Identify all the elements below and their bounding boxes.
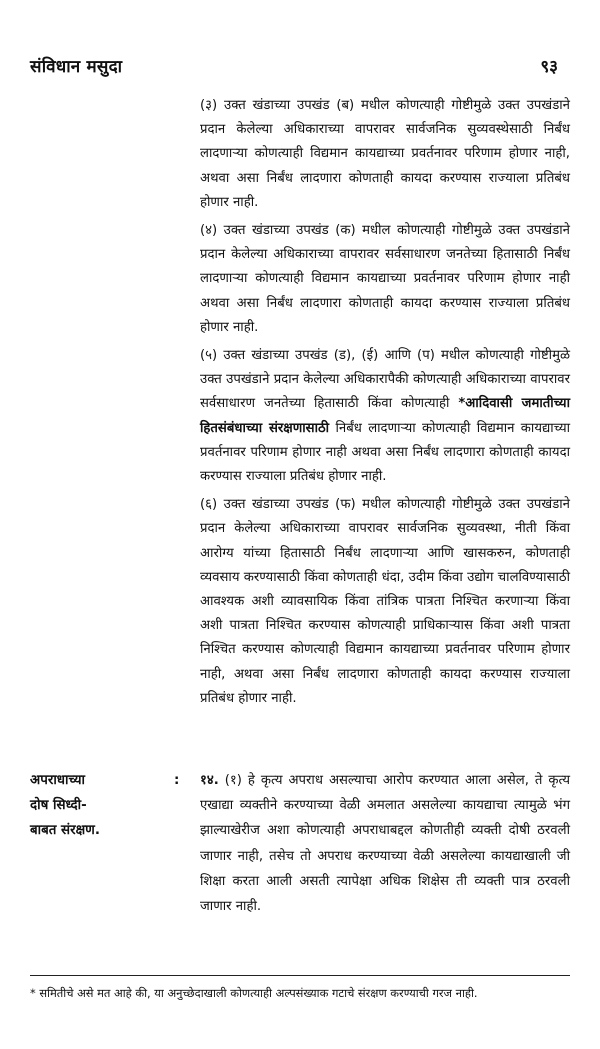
section-14-number: १४. (200, 773, 219, 788)
page-number: ९३ (540, 57, 558, 77)
section-14-margin-label (30, 768, 180, 843)
section-14-body (200, 768, 570, 919)
margin-label-line: बाबत संरक्षण. (30, 823, 100, 838)
paragraph-5 (200, 344, 570, 489)
section-14-colon: : (174, 773, 180, 788)
footnote-divider (30, 975, 570, 976)
paragraph-3: (३) उक्त खंडाच्या उपखंड (ब) मधील कोणत्याही गोष्टीमुळे उक्त उपखंडाने प्रदान केलेल्या अधिकाराच्या वापरावर सार्वजनिक सुव्यवस्थेसाठी निर्बंध लादणाऱ्या कोणत्याही विद्यमान कायद्याच्या प्रवर्तनावर परिणाम होणार नाही, अथवा असा निर्बंध लादणारा कोणताही कायदा करण्यास राज्याला प्रतिबंध होणार नाही. (200, 98, 570, 210)
paragraph-5-text-after: निर्बंध लादणाऱ्या कोणत्याही विद्यमान कायद्याच्या प्रवर्तनावर परिणाम होणार नाही अथवा असा निर्बंध लादणारा कोणताही कायदा करण्यास राज्याला प्रतिबंध होणार नाही. (200, 420, 571, 485)
running-title: संविधान मसुदा (30, 57, 123, 77)
margin-label-line: अपराधाच्या (30, 773, 86, 788)
section-14-text: (१) हे कृत्य अपराध असल्याचा आरोप करण्यात आला असेल, ते कृत्य एखाद्या व्यक्तीने करण्याच्या वेळी अमलात असलेल्या कायद्याचा त्यामुळे भंग झाल्याखेरीज अशा कोणत्याही अपराधाबद्दल कोणतीही व्यक्ती दोषी ठरवली जाणार नाही, तसेच तो अपराध करण्याच्या वेळी असलेल्या कायद्याखाली जी शिक्षा करता आली असती त्यापेक्षा अधिक शिक्षेस ती व्यक्ती पात्र ठरवली जाणार नाही. (200, 773, 570, 915)
article-body (200, 94, 570, 715)
paragraph-5-bold-phrase: *आदिवासी जमातीच्या हितसंबंधाच्या संरक्षणासाठी (200, 396, 570, 436)
footnote: * समितीचे असे मत आहे की, या अनुच्छेदाखाली कोणत्याही अल्पसंख्याक गटाचे संरक्षण करण्याची गरज नाही. (30, 986, 478, 1000)
paragraph-5-text-before: (५) उक्त खंडाच्या उपखंड (ड), (ई) आणि (प) मधील कोणत्याही गोष्टीमुळे उक्त उपखंडाने प्रदान केलेल्या अधिकारापैकी कोणत्याही अधिकाराच्या वापरावर सर्वसाधारण जनतेच्या हितासाठी किंवा कोणत्याही (200, 348, 570, 412)
margin-label-line: दोष सिध्दी- (30, 798, 87, 813)
paragraph-6: (६) उक्त खंडाच्या उपखंड (फ) मधील कोणत्याही गोष्टीमुळे उक्त उपखंडाने प्रदान केलेल्या अधिकाराच्या वापरावर सार्वजनिक सुव्यवस्था, नीती किंवा आरोग्य यांच्या हितासाठी निर्बंध लादणाऱ्या आणि खासकरुन, कोणताही व्यवसाय करण्यासाठी किंवा कोणताही धंदा, उदीम किंवा उद्योग चालविण्यासाठी आवश्यक अशी व्यावसायिक किंवा तांत्रिक पात्रता निश्चित करणाऱ्या किंवा अशी पात्रता निश्चित करण्यास कोणत्याही प्राधिकाऱ्यास किंवा अशी पात्रता निश्चित करण्यास कोणत्याही विद्यमान कायद्याच्या प्रवर्तनावर परिणाम होणार नाही, अथवा असा निर्बंध लादणारा कोणताही कायदा करण्यास राज्याला प्रतिबंध होणार नाही. (200, 497, 570, 706)
paragraph-4: (४) उक्त खंडाच्या उपखंड (क) मधील कोणत्याही गोष्टीमुळे उक्त उपखंडाने प्रदान केलेल्या अधिकाराच्या वापरावर सर्वसाधारण जनतेच्या हितासाठी निर्बंध लादणाऱ्या कोणत्याही विद्यमान कायद्याच्या प्रवर्तनावर परिणाम होणार नाही अथवा असा निर्बंध लादणारा कोणताही कायदा करण्यास राज्याला प्रतिबंध होणार नाही. (200, 223, 570, 335)
